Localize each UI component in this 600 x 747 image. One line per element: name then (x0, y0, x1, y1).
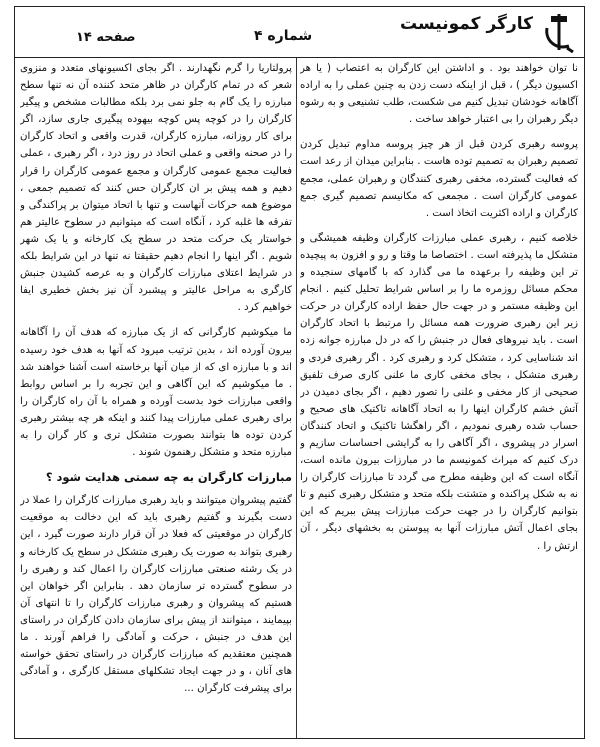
page-number: صفحه ۱۴ (76, 30, 136, 45)
paragraph: گفتیم پیشروان میتوانند و باید رهبری مبارزات کارگران را عملا در دست بگیرند و گفتیم رهبری باید که این دخالت به موقعیت کارگران در موقعیتی که فعلا در آن قرار دارند صورت گیرد ، این رهبری بتواند به صورت یک رهبری متشکل در سطح یک کارخانه و در یک رشته صنعتی مبارزات کارگران را اعمال کند و رهبری را در سطوح گسترده تر سازمان دهد . بنابراین اگر خواهان این هستیم که پیشروان و رهبری مبارزات کارگران را تا انتهای آن بپیمایند ، میتوانند از پیش برای سازمان دادن کارگران در راستای این هدف در جنبش ، حرکت و آمادگی را فراهم آورند . ما همچنین معتقدیم که مبارزات کارگران در راستای تحقق خواسته های آنان ، و در جهت ایجاد تشکلهای مستقل کارگری ، و آمادگی برای پیشرفت کارگران ... (20, 495, 292, 695)
masthead (14, 6, 585, 58)
paragraph: ما میکوشیم کارگرانی که از یک مبارزه که هدف آن را آگاهانه بیرون آورده اند ، بدین ترتیب میرود که آنها به هدف خود رسیده اند و با مبارزه ای که از میان آنها برخاسته است آشنا خواهند شد . ما میکوشیم که این آگاهی و این تجربه را بر اساس روابط واقعی مبارزات خود بدست آورده و همراه با آن راه کارگران را برای رهبری عملی مبارزات پیدا کنند و اینکه هر چه بیشتر رهبری کردن توده ها بتوانند بصورت متشکل تری و کار گران را به مبارزه متحد و متشکل رهنمون شوند . (20, 327, 292, 459)
issue-number: شماره ۴ (254, 28, 313, 44)
paragraph: نا توان خواهند بود . و اداشتن این کارگران به اعتصاب ( یا هر اکسیون دیگر ) ، قبل از اینکه دست زدن به چنین عملی را به اراده آگاهانه خودشان تبدیل کنیم می شکست، طلب تشنیعی و به رشوه دیگر رهبران را بی اعتبار خواهد ساخت . (300, 63, 578, 126)
hammer-sickle-logo-icon (539, 10, 579, 54)
right-column (300, 60, 580, 738)
left-column (20, 60, 292, 738)
paragraph: پرولتاریا را گرم نگهدارند . اگر بجای اکسیونهای متعدد و منزوی شعر که در تمام کارگران در ظاهر متحد کننده آن نه تنها سطح مبارزه را یک گام به جلو نمی برد بلکه مطالبات مشخص و پیگیر کارگران را در کوچه پس کوچه بیهوده پیگیری جاری سازد، اگر برای کار روزانه، مبارزه کارگران، قدرت واقعی و اتحاد کارگران را در صحنه واقعی و عملی اتحاد در روز درد ، اگر رهبری ، عملی فعالیت مجمع عمومی کارگران و مجمع عمومی کارگران را قرار دهیم و همه پیش بر ان کارگران حس کنند که تصمیم جمعی ، موضوع همه حرکات آنهاست و تنها با اتحاد میتوان بر پراکندگی و تفرقه ها غلبه کرد ، آنگاه است که میتوانیم در سطوح عالیتر هم خواستار یک حرکت متحد در سطح یک کارخانه و یا یک شهر شویم . اگر اینها را انجام دهیم حقیقتا نه تنها در این شرایط بلکه در شرایط اعتلای مبارزات کارگران و به عرصه کشیدن جنبش کارگری به مراحل عالیتر و پیشبرد آن نیز بخش خطیری ایفا خواهیم کرد . (20, 63, 292, 314)
newspaper-title: کارگر کمونیست (400, 14, 533, 34)
paragraph: خلاصه کنیم ، رهبری عملی مبارزات کارگران وظیفه همیشگی و متشکل ما پذیرفته است . اختصاصا ما وقتا و رو و افزون به پیچیده تر این وظیفه را برعهده ما می گذارد که با گامهای سنجیده و محکم مسائل روزمره ما را بر اساس شرایط تحلیل کنیم . انجام این وظیفه مستمر و در جهت حال حفظ اراده کارگران در حرکت زیر این رهبری ضرورت همه مسائل را مرتبط با اتحاد کارگران است . باید نیروهای فعال در جنبش را که در دل مبارزه جوانه زده اند شناسایی کرد ، متشکل کرد و رهبری کرد . اگر رهبری فردی و رهبری متشکل ، بجای مخفی کاری ما علنی کاری صرف تلفیق صحیحی از کار مخفی و علنی را تصور دهیم ، اگر بجای دمیدن در آتش خشم کارگران اینها را به اتحاد آگاهانه تاکتیک های صحیح و حساب شده رهبری نمودیم ، اگر راهگشا تاکتیک و اتحاد کنندگان اسرار در پیشروی ، اگر آگاهی را به گرایشی احساسات سازیم و درک کنیم که میراث کمونیسم ما در مبارزات بیرون مانده است، آنگاه است که این وظیفه مطرح می گردد تا مبارزات کارگران را نه به شکل پراکنده و متشتت بلکه متحد و متشکل رهبری کنیم و تا بتوانیم کارگران را در جهت حرکت مبارزات پیش ببریم که این بجای اعمال آتش مبارزات آنها به پیوستن به بخشهای دیگر ، آن ارتش را . (300, 232, 578, 552)
section-heading: مبارزات کارگران به چه سمتی هدایت شود ؟ (45, 470, 292, 485)
column-divider (296, 58, 297, 738)
paragraph: پروسه رهبری کردن قبل از هر چیز پروسه مداوم تبدیل کردن تصمیم رهبران به تصمیم توده هاست . بنابراین میدان از رعد است که فعالیت گسترده، مخفی رهبری کنندگان و رهبران عملی، مجمع عمومی کارگران است . مجمعی که مکانیسم تصمیم گیری جمع کارگران و اراده اکثریت اتخاذ است . (300, 139, 578, 219)
